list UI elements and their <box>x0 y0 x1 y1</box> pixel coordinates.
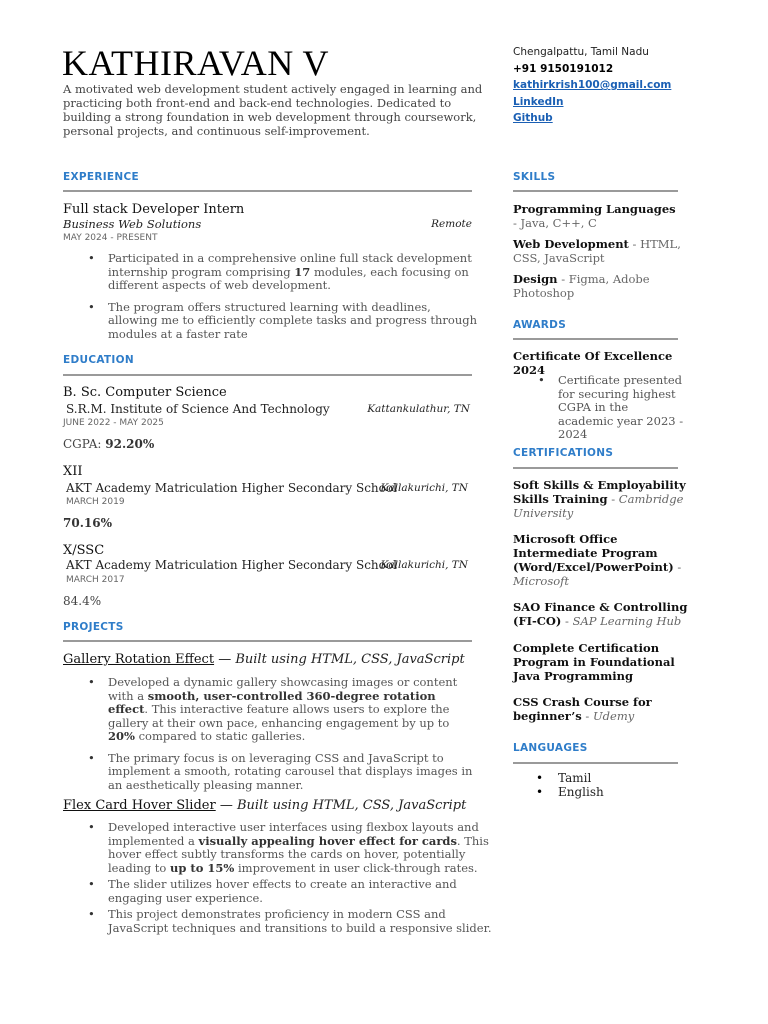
education-degree: X/SSC <box>63 543 105 558</box>
list-item: • Participated in a comprehensive online full stack development internship program comprising 17 modules, each focusing on different aspects of web development. <box>88 251 472 292</box>
education-degree: B. Sc. Computer Science <box>63 385 227 400</box>
project-bullets <box>88 820 493 935</box>
experience-role: Full stack Developer Intern <box>63 202 245 217</box>
experience-location: Remote <box>431 218 472 230</box>
certification-item: SAO Finance & Controlling (FI-CO) - SAP Learning Hub <box>513 600 688 628</box>
languages-heading: LANGUAGES <box>513 742 588 754</box>
candidate-name: KATHIRAVAN V <box>62 43 330 83</box>
experience-bullets <box>88 251 478 341</box>
awards-heading: AWARDS <box>513 319 567 331</box>
linkedin-link[interactable]: LinkedIn <box>513 95 564 108</box>
list-item: • Certificate presented for securing highest CGPA in the academic year 2023 - 2024 <box>538 373 684 441</box>
certifications-divider <box>513 467 678 469</box>
education-location: Kallakurichi, TN <box>380 482 468 494</box>
education-score: 70.16% <box>63 516 112 530</box>
languages-divider <box>513 762 678 764</box>
certification-item: Complete Certification Program in Foundational Java Programming <box>513 641 675 683</box>
skill-item: Programming Languages - Java, C++, C <box>513 202 676 230</box>
projects-heading: PROJECTS <box>63 621 124 633</box>
list-item: • Developed a dynamic gallery showcasing images or content with a smooth, user-controlled 360-degree rotation effect. This interactive feature allows users to explore the gallery at their own pace, enhancing engagement by up to 20% compared to static galleries. <box>88 675 458 743</box>
certification-item: Microsoft Office Intermediate Program (Word/Excel/PowerPoint) - Microsoft <box>513 532 682 588</box>
experience-dates: MAY 2024 - PRESENT <box>63 233 158 243</box>
certifications-heading: CERTIFICATIONS <box>513 447 614 459</box>
experience-divider <box>63 190 472 192</box>
list-item: • The slider utilizes hover effects to create an interactive and engaging user experience. <box>88 877 457 905</box>
education-school: S.R.M. Institute of Science And Technology <box>66 402 330 416</box>
awards-divider <box>513 338 678 340</box>
award-bullets <box>538 373 686 442</box>
education-heading: EDUCATION <box>63 354 134 366</box>
education-school: AKT Academy Matriculation Higher Secondary School <box>66 558 397 572</box>
projects-divider <box>63 640 472 642</box>
certification-item: CSS Crash Course for beginner’s - Udemy <box>513 695 652 723</box>
education-dates: MARCH 2017 <box>66 575 125 585</box>
skill-item: Design - Figma, Adobe Photoshop <box>513 272 650 300</box>
experience-heading: EXPERIENCE <box>63 171 139 183</box>
award-name: Certificate Of Excellence 2024 <box>513 349 673 377</box>
education-location: Kattankulathur, TN <box>367 403 470 415</box>
education-score: 84.4% <box>63 594 102 608</box>
summary-text: A motivated web development student actively engaged in learning and practicing both front-end and back-end technologies. Dedicated to building a strong foundation in web development through coursework, personal projects, and continuous self-improvement. <box>63 82 483 138</box>
list-item: • Tamil <box>536 771 592 785</box>
github-link[interactable]: Github <box>513 112 553 124</box>
project-title: Gallery Rotation Effect — Built using HTML, CSS, JavaScript <box>63 652 465 667</box>
education-divider <box>63 374 472 376</box>
education-dates: MARCH 2019 <box>66 497 125 507</box>
experience-company: Business Web Solutions <box>63 217 202 231</box>
education-dates: JUNE 2022 - MAY 2025 <box>63 418 164 428</box>
project-title: Flex Card Hover Slider — Built using HTML, CSS, JavaScript <box>63 798 467 813</box>
list-item: • English <box>536 784 604 799</box>
languages-list <box>536 771 678 799</box>
list-item: • The primary focus is on leveraging CSS and JavaScript to implement a smooth, rotating carousel that displays images in an aesthetically pleasing manner. <box>88 750 473 792</box>
list-item: • This project demonstrates proficiency in modern CSS and JavaScript techniques and transitions to build a responsive slider. <box>88 907 492 935</box>
education-degree: XII <box>63 464 83 479</box>
list-item: • The program offers structured learning with deadlines, allowing me to efficiently complete tasks and progress through modules at a faster rate <box>88 299 477 341</box>
contact-location: Chengalpattu, Tamil Nadu <box>513 46 649 58</box>
contact-block <box>513 44 753 127</box>
skills-divider <box>513 190 678 192</box>
email-link[interactable]: kathirkrish100@gmail.com <box>513 79 672 91</box>
list-item: • Developed interactive user interfaces using flexbox layouts and implemented a visually appealing hover effect for cards. This hover effect subtly transforms the cards on hover, potentially leading to up to 15% improvement in user click-through rates. <box>88 820 489 875</box>
education-school: AKT Academy Matriculation Higher Secondary School <box>66 481 397 495</box>
certification-item: Soft Skills & Employability Skills Training - Cambridge University <box>513 478 686 520</box>
education-location: Kallakurichi, TN <box>380 559 468 571</box>
contact-phone: +91 9150191012 <box>513 62 614 75</box>
skill-item: Web Development - HTML, CSS, JavaScript <box>513 237 681 265</box>
skills-heading: SKILLS <box>513 171 556 183</box>
education-score: CGPA: 92.20% <box>63 437 155 451</box>
project-bullets <box>88 675 476 792</box>
